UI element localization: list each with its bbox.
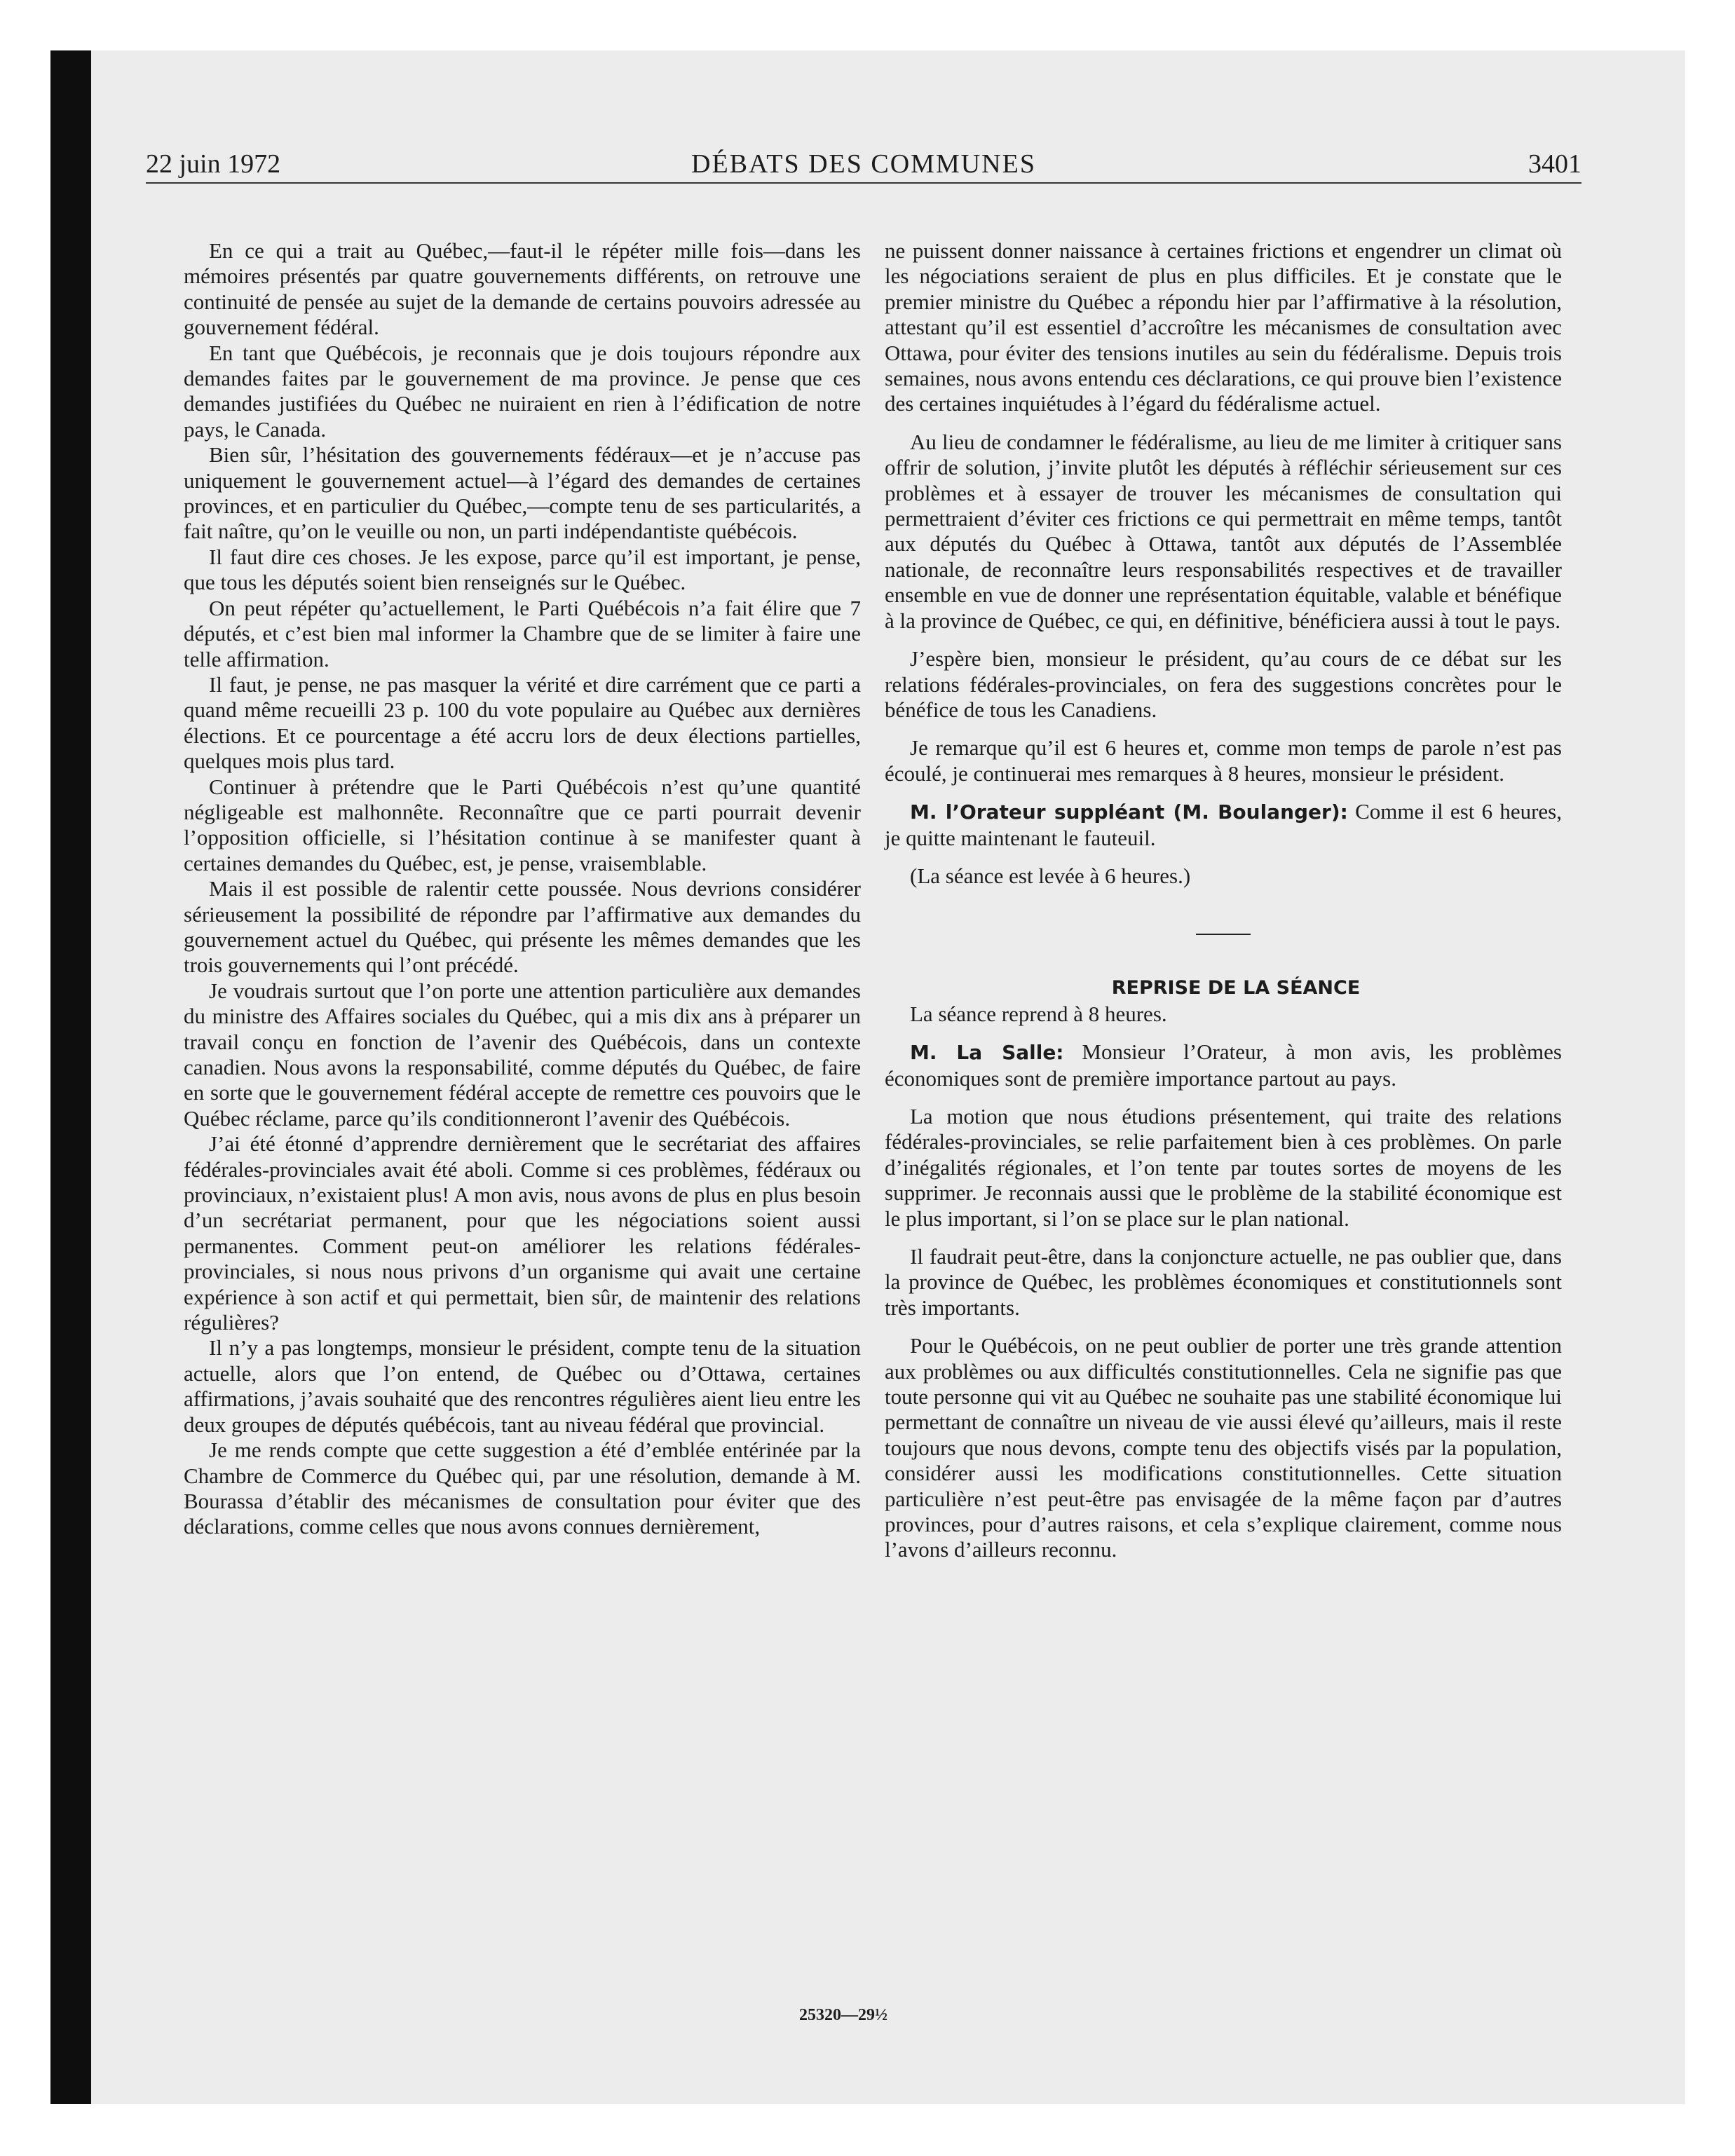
header-title: DÉBATS DES COMMUNES <box>691 149 1036 179</box>
page-number: 3401 <box>1528 149 1581 179</box>
binding-edge <box>50 50 91 2104</box>
header-date: 22 juin 1972 <box>146 149 281 179</box>
page-header <box>146 147 1581 184</box>
paragraph: On peut répéter qu’actuellement, le Parti Québécois n’a fait élire que 7 députés, et c’est bien mal informer la Chambre que de se limiter à faire une telle affirmation. <box>184 595 861 671</box>
paragraph: ne puissent donner naissance à certaines frictions et engendrer un climat où les négociations seraient de plus en plus difficiles. Et je constate que le premier ministre du Québec a répondu hier par l’affirmative à la résolution, attestant qu’il est essentiel d’accroître les mécanismes de consultation avec Ottawa, pour éviter des tensions inutiles au sein du fédéralisme. Depuis trois semaines, nous avons entendu ces déclarations, ce qui prouve bien l’existence des certaines inquiétudes à l’égard du fédéralisme actuel. <box>885 238 1562 416</box>
paragraph: En ce qui a trait au Québec,—faut-il le répéter mille fois—dans les mémoires présentés par quatre gouvernements différents, on retrouve une continuité de pensée au sujet de la demande de certains pouvoirs adressée au gouvernement fédéral. <box>184 238 861 340</box>
header-rule <box>146 182 1581 184</box>
paragraph: Mais il est possible de ralentir cette poussée. Nous devrions considérer sérieusement la possibilité de répondre par l’affirmative aux demandes du gouvernement actuel du Québec, qui présente les mêmes demandes que les trois gouvernements qui l’ont précédé. <box>184 876 861 978</box>
speaker-text: Comme il est 6 heures, je quitte maintenant le fauteuil. <box>885 799 1562 850</box>
paragraph: Il faut dire ces choses. Je les expose, parce qu’il est important, je pense, que tous les députés soient bien renseignés sur le Québec. <box>184 544 861 595</box>
paragraph: Il n’y a pas longtemps, monsieur le président, compte tenu de la situation actuelle, alors que l’on entend, de Québec ou d’Ottawa, certaines affirmations, j’avais souhaité que des rencontres régulières aient lieu entre les deux groupes de députés québécois, tant au niveau fédéral que provincial. <box>184 1335 861 1437</box>
speaker-paragraph <box>885 799 1562 851</box>
resume-note: La séance reprend à 8 heures. <box>910 1001 1167 1026</box>
page-folio: 25320—29½ <box>799 2006 887 2024</box>
paragraph: Il faut, je pense, ne pas masquer la vérité et dire carrément que ce parti a quand même recueilli 23 p. 100 du vote populaire au Québec aux dernières élections. Et ce pourcentage a été accru lors de deux élections partielles, quelques mois plus tard. <box>184 671 861 774</box>
paragraph: Je me rends compte que cette suggestion a été d’emblée entérinée par la Chambre de Commerce du Québec qui, par une résolution, demande à M. Bourassa d’établir des mécanismes de consultation pour éviter que des déclarations, comme celles que nous avons connues dernièrement, <box>184 1438 861 1539</box>
paragraph: Je voudrais surtout que l’on porte une attention particulière aux demandes du ministre des Affaires sociales du Québec, qui a mis dix ans à préparer un travail conçu en fonction de l’avenir des Québécois, dans un contexte canadien. Nous avons la responsabilité, comme députés du Québec, de faire en sorte que le gouvernement fédéral accepte de remettre ces pouvoirs que le Québec réclame, parce qu’ils conditionneront l’avenir des Québécois. <box>184 978 861 1131</box>
paragraph: Bien sûr, l’hésitation des gouvernements fédéraux—et je n’accuse pas uniquement le gouvernement actuel—à l’égard des demandes de certaines provinces, et en particulier du Québec,—compte tenu de ses particularités, a fait naître, qu’on le veuille ou non, un parti indépendantiste québécois. <box>184 442 861 544</box>
paragraph: Je remarque qu’il est 6 heures et, comme mon temps de parole n’est pas écoulé, je continuerai mes remarques à 8 heures, monsieur le président. <box>885 735 1562 786</box>
right-column <box>885 238 1562 1563</box>
paragraph: J’espère bien, monsieur le président, qu’au cours de ce débat sur les relations fédérales-provinciales, on fera des suggestions concrètes pour le bénéfice de tous les Canadiens. <box>885 646 1562 722</box>
paragraph: La motion que nous étudions présentement, qui traite des relations fédérales-provinciales, se relie parfaitement bien à ces problèmes. On parle d’inégalités régionales, et l’on tente par toutes sortes de moyens de les supprimer. Je reconnais aussi que le problème de la stabilité économique est le plus important, si l’on se place sur le plan national. <box>885 1103 1562 1231</box>
left-column <box>184 238 861 1540</box>
speaker-name: M. l’Orateur suppléant (M. Boulanger): <box>910 800 1348 824</box>
paragraph: Il faudrait peut-être, dans la conjoncture actuelle, ne pas oublier que, dans la province de Québec, les problèmes économiques et constitutionnels sont très importants. <box>885 1244 1562 1320</box>
section-divider <box>1196 934 1251 935</box>
adjournment-note: (La séance est levée à 6 heures.) <box>910 863 1191 888</box>
speaker-name: M. La Salle: <box>910 1041 1064 1065</box>
speaker-text: Monsieur l’Orateur, à mon avis, les problèmes économiques sont de première importance partout au pays. <box>885 1039 1562 1091</box>
paragraph: Au lieu de condamner le fédéralisme, au lieu de me limiter à critiquer sans offrir de solution, j’invite plutôt les députés à réfléchir sérieusement sur ces problèmes et à essayer de trouver les mécanismes de consultation qui permettraient d’éviter ces frictions ce qui permettrait en même temps, tantôt aux députés du Québec à Ottawa, tantôt aux députés de l’Assemblée nationale, de reconnaître leurs responsabilités respectives et de travailler ensemble en vue de donner une représentation équitable, valable et bénéfique à la province de Québec, ce qui, en définitive, bénéficiera aussi à tout le pays. <box>885 429 1562 633</box>
section-heading: REPRISE DE LA SÉANCE <box>1111 977 1361 999</box>
speaker-paragraph <box>885 1039 1562 1091</box>
paragraph: Pour le Québécois, on ne peut oublier de porter une très grande attention aux problèmes ou aux difficultés constitutionnelles. Cela ne signifie pas que toute personne qui vit au Québec ne souhaite pas une stabilité économique lui permettant de connaître un niveau de vie aussi élevé qu’ailleurs, mais il reste toujours que nous devons, compte tenu des objectifs visés par la population, considérer aussi les modifications constitutionnelles. Cette situation particulière n’est peut-être pas envisagée de la même façon par d’autres provinces, pour d’autres raisons, et cela s’explique clairement, comme nous l’avons d’ailleurs reconnu. <box>885 1333 1562 1562</box>
paragraph: En tant que Québécois, je reconnais que je dois toujours répondre aux demandes faites par le gouvernement de ma province. Je pense que ces demandes justifiées du Québec ne nuiraient en rien à l’édification de notre pays, le Canada. <box>184 340 861 442</box>
paragraph: J’ai été étonné d’apprendre dernièrement que le secrétariat des affaires fédérales-provinciales avait été aboli. Comme si ces problèmes, fédéraux ou provinciaux, n’existaient plus! A mon avis, nous avons de plus en plus besoin d’un secrétariat permanent, pour que les négociations soient aussi permanentes. Comment peut-on améliorer les relations fédérales-provinciales, si nous nous privons d’un organisme qui avait une certaine expérience à son actif et qui permettait, bien sûr, de maintenir des relations régulières? <box>184 1131 861 1335</box>
paragraph: Continuer à prétendre que le Parti Québécois n’est qu’une quantité négligeable est malhonnête. Reconnaître que ce parti pourrait devenir l’opposition officielle, si l’hésitation continue à se manifester quant à certaines demandes du Québec, est, je pense, vraisemblable. <box>184 774 861 875</box>
